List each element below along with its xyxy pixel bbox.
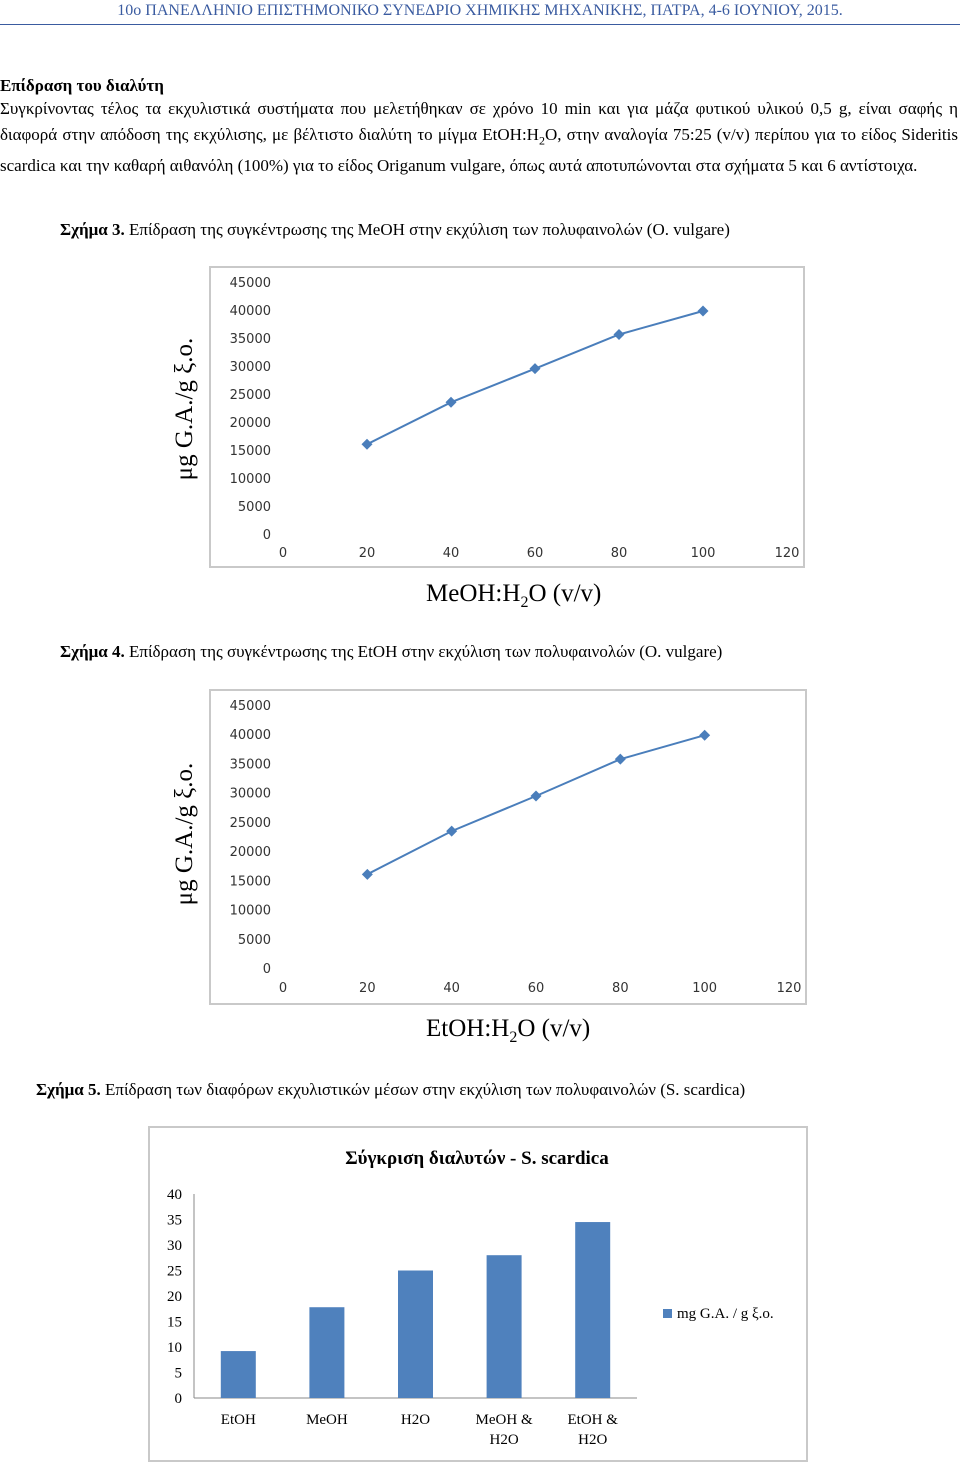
y-tick-label: 10000 <box>229 903 271 919</box>
data-point <box>446 826 457 837</box>
figure-5-chart <box>150 1128 806 1460</box>
y-tick-label: 35000 <box>229 757 271 773</box>
figure-3-xlabel <box>426 580 601 612</box>
x-tick-label: 0 <box>278 981 288 996</box>
x-tick-label: 100 <box>690 546 716 561</box>
figure-3-chart-frame <box>209 266 805 568</box>
series-line <box>367 311 703 444</box>
data-point <box>446 397 457 408</box>
bar <box>309 1307 344 1398</box>
figure-3-xlabel-sub: 2 <box>520 594 529 611</box>
figure-3-label: Σχήμα 3. <box>60 220 125 239</box>
legend-label: mg G.A. / g ξ.ο. <box>677 1306 774 1322</box>
data-point <box>698 306 709 317</box>
data-point <box>531 791 542 802</box>
y-tick-label: 15 <box>167 1314 182 1331</box>
x-tick-label: 40 <box>442 546 460 561</box>
figure-3-caption <box>60 220 730 240</box>
header-rule <box>0 24 960 25</box>
x-tick-label: 60 <box>527 981 545 996</box>
figure-3-caption-text: Επίδραση της συγκέντρωσης της MeOH στην εκχύλιση των πολυφαινολών (O. vulgare) <box>129 220 730 239</box>
bar <box>487 1255 522 1398</box>
x-tick-label: 20 <box>359 981 376 996</box>
data-point <box>362 869 373 880</box>
x-tick-label: 20 <box>358 546 376 561</box>
x-tick-label: 80 <box>610 546 628 561</box>
figure-4-xlabel-post: O (v/v) <box>517 1015 591 1042</box>
y-tick-label: 10000 <box>229 472 271 487</box>
category-label: H2O <box>400 1412 431 1428</box>
y-tick-label: 10 <box>167 1340 182 1356</box>
y-tick-label: 0 <box>174 1391 182 1407</box>
y-tick-label: 25 <box>167 1263 182 1280</box>
y-tick-label: 20000 <box>229 845 271 861</box>
y-tick-label: 20 <box>167 1289 182 1305</box>
conference-header: 10ο ΠΑΝΕΛΛΗΝΙΟ ΕΠΙΣΤΗΜΟΝΙΚΟ ΣΥΝΕΔΡΙΟ ΧΗΜΙΚΗΣ ΜΗΧΑΝΙΚΗΣ, ΠΑΤΡΑ, 4-6 ΙΟΥΝΙΟΥ, 2015. <box>117 2 843 19</box>
figure-5-label: Σχήμα 5. <box>36 1080 101 1099</box>
y-tick-label: 5000 <box>237 500 271 515</box>
x-tick-label: 120 <box>774 546 800 561</box>
y-tick-label: 40000 <box>229 304 271 319</box>
y-tick-label: 35 <box>167 1212 182 1229</box>
bar <box>575 1222 610 1398</box>
figure-3-xlabel-pre: MeOH:H <box>426 580 521 607</box>
y-tick-label: 40000 <box>229 728 271 744</box>
x-tick-label: 100 <box>692 981 718 996</box>
y-tick-label: 25000 <box>229 815 271 831</box>
y-tick-label: 35000 <box>229 332 271 347</box>
paragraph-part2: O, στην αναλογία 75:25 (v/v) περίπου για το είδος Sideritis scardica και την καθαρή αιθανόλη (100%) για το είδος Origanum vulgare, όπως αυτά αποτυπώνονται στα σχήματα 5 και 6 αντίστοιχα. <box>0 124 958 176</box>
bar <box>398 1271 433 1399</box>
figure-3-ylabel: μg G.A./g ξ.ο. <box>171 337 198 481</box>
data-point <box>530 363 541 374</box>
y-tick-label: 30000 <box>229 786 271 802</box>
series-line <box>367 735 704 874</box>
x-tick-label: 0 <box>278 546 288 561</box>
figure-4-xlabel-pre: EtOH:H <box>426 1015 510 1042</box>
category-label: EtOH <box>220 1412 256 1428</box>
y-tick-label: 25000 <box>229 388 271 403</box>
chart-title: Σύγκριση διαλυτών - S. scardica <box>345 1148 609 1169</box>
y-tick-label: 15000 <box>229 874 271 890</box>
figure-4-chart-frame <box>209 689 807 1005</box>
data-point <box>614 329 625 340</box>
figure-4-xlabel <box>426 1015 590 1047</box>
figure-4-chart <box>211 691 805 1003</box>
x-tick-label: 80 <box>612 981 629 996</box>
y-tick-label: 30000 <box>229 360 271 375</box>
figure-5-caption-text: Επίδραση των διαφόρων εκχυλιστικών μέσων στην εκχύλιση των πολυφαινολών (S. scardica) <box>105 1080 746 1099</box>
category-label: MeOH & H2O <box>475 1412 533 1448</box>
bar <box>221 1351 256 1398</box>
y-tick-label: 45000 <box>229 276 271 291</box>
data-point <box>615 754 626 765</box>
data-point <box>362 439 373 450</box>
category-label: MeOH <box>306 1412 348 1428</box>
y-tick-label: 5 <box>174 1365 182 1382</box>
legend-swatch <box>663 1309 672 1318</box>
y-tick-label: 15000 <box>229 444 271 459</box>
figure-4-caption <box>60 642 722 662</box>
section-title: Επίδραση του διαλύτη <box>0 76 164 95</box>
y-tick-label: 0 <box>262 528 271 543</box>
data-point <box>699 730 710 741</box>
figure-3-xlabel-post: O (v/v) <box>528 580 602 607</box>
category-label: EtOH & H2O <box>567 1412 618 1448</box>
figure-4-label: Σχήμα 4. <box>60 642 125 661</box>
figure-3-chart <box>211 268 803 566</box>
x-tick-label: 40 <box>443 981 460 996</box>
figure-4-caption-text: Επίδραση της συγκέντρωσης της EtOH στην εκχύλιση των πολυφαινολών (O. vulgare) <box>129 642 723 661</box>
y-tick-label: 0 <box>262 962 271 977</box>
x-tick-label: 120 <box>776 981 802 996</box>
y-tick-label: 30 <box>167 1238 182 1254</box>
y-tick-label: 5000 <box>237 932 271 948</box>
figure-5-chart-frame <box>148 1126 808 1462</box>
section-paragraph <box>0 96 958 179</box>
x-tick-label: 60 <box>526 546 544 561</box>
y-tick-label: 45000 <box>229 699 271 714</box>
paragraph-part1: Συγκρίνοντας τέλος τα εκχυλιστικά συστήματα που μελετήθηκαν σε χρόνο 10 min και για μάζα φυτικού υλικού 0,5 g, είναι σαφής η διαφορά στην απόδοση της εκχύλισης, με βέλτιστο διαλύτη το μίγμα EtOH:H <box>0 99 958 144</box>
figure-5-caption <box>36 1080 745 1100</box>
figure-4-xlabel-sub: 2 <box>509 1029 518 1046</box>
y-tick-label: 20000 <box>229 416 271 431</box>
y-tick-label: 40 <box>167 1187 182 1203</box>
figure-4-ylabel: μg G.A./g ξ.ο. <box>171 762 198 906</box>
paragraph-subscript: 2 <box>538 132 545 147</box>
